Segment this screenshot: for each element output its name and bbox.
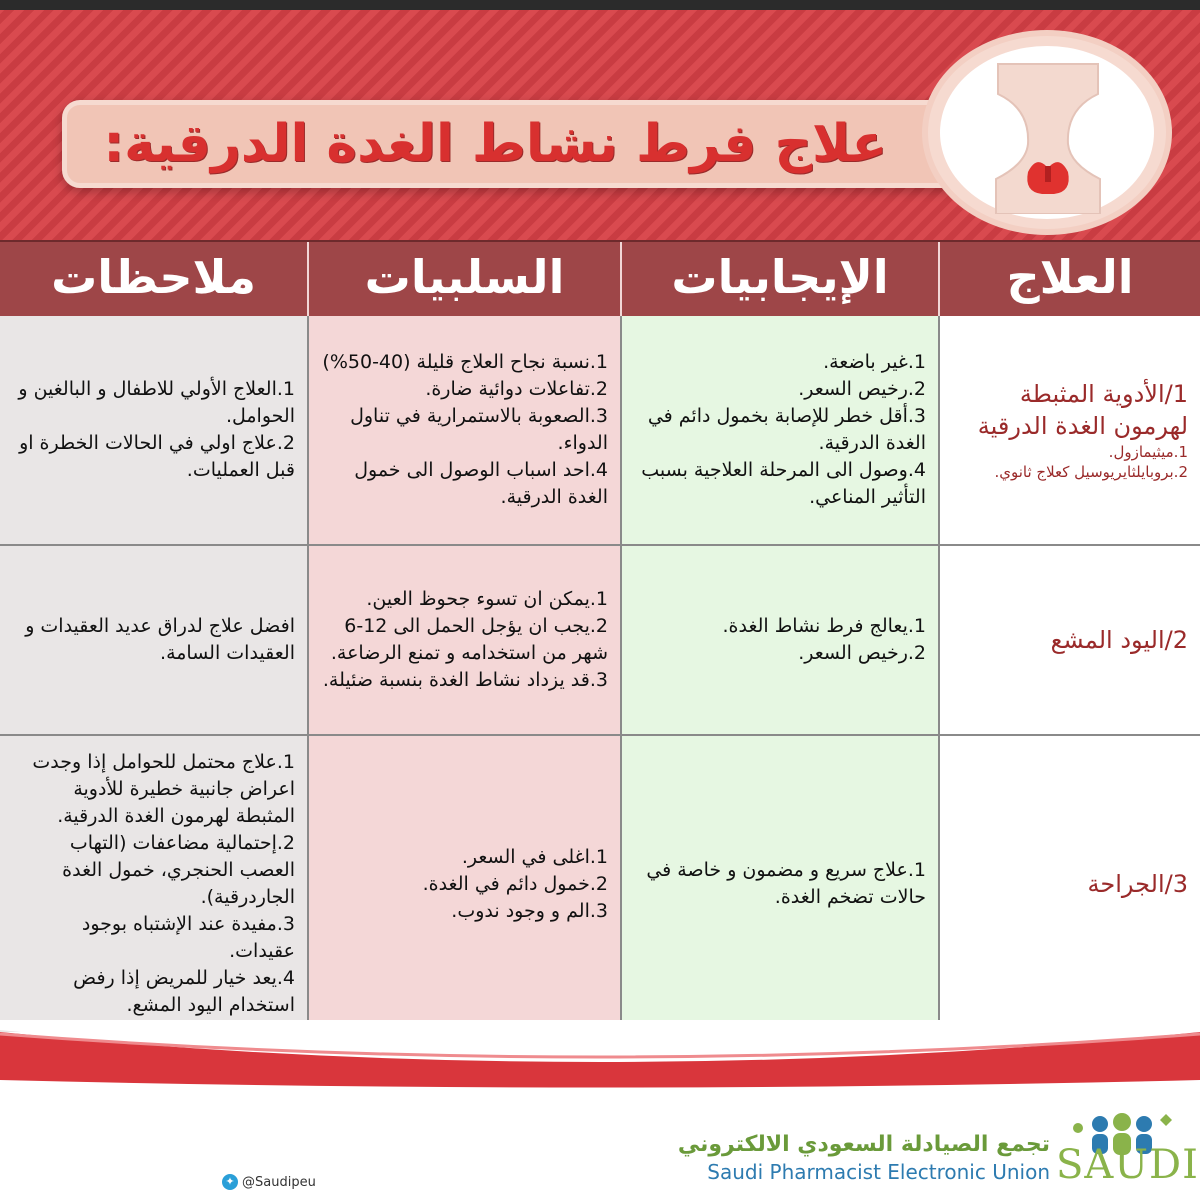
table-row-2-notes	[0, 546, 307, 734]
org-name-arabic: تجمع الصيادلة السعودي الالكتروني	[677, 1132, 1050, 1157]
badge-inner	[940, 46, 1154, 219]
twitter-icon: ✦	[222, 1174, 238, 1190]
list-item: 2.تفاعلات دوائية ضارة.	[425, 378, 608, 400]
list-item: 2.علاج اولي في الحالات الخطرة او قبل العمليات.	[19, 432, 295, 481]
treatment-sub: 1.ميثيمازول.	[1108, 443, 1188, 461]
list-item: 2.إحتمالية مضاعفات (التهاب العصب الحنجري، خمول الغدة الجاردرقية).	[62, 832, 295, 908]
table-row-3-positives	[622, 736, 938, 1032]
header-treatment: العلاج	[1006, 250, 1134, 304]
table-row-2-negatives	[309, 546, 620, 734]
list-item: 1.نسبة نجاح العلاج قليلة (40-50%)	[322, 351, 608, 373]
list-item: 3.مفيدة عند الإشتباه بوجود عقيدات.	[81, 913, 295, 962]
table-row-3-notes	[0, 736, 307, 1032]
list-item: 1.علاج سريع و مضمون و خاصة في حالات تضخم الغدة.	[646, 859, 926, 908]
list-item: 1.يمكن ان تسوء جحوظ العين.	[366, 588, 608, 610]
title-bar	[62, 100, 1012, 188]
treatment-label: 3/الجراحة	[1087, 870, 1188, 898]
list-item: 3.أقل خطر للإصابة بخمول دائم في الغدة الدرقية.	[647, 405, 926, 454]
twitter-handle[interactable]	[222, 1174, 316, 1190]
footer-wave	[0, 1020, 1200, 1090]
table-row-1-negatives	[309, 316, 620, 544]
thyroid-neck-icon	[988, 54, 1108, 214]
list-item: 1.العلاج الأولي للاطفال و البالغين و الحوامل.	[18, 378, 295, 427]
list-item: 4.يعد خيار للمريض إذا رفض استخدام اليود المشع.	[73, 967, 295, 1016]
treatment-label: 2/اليود المشع	[1050, 626, 1188, 654]
list-item: 3.الصعوبة بالاستمرارية في تناول الدواء.	[350, 405, 608, 454]
header-positives: الإيجابيات	[622, 242, 940, 318]
table-body	[0, 316, 1200, 1032]
list-item: 1.يعالج فرط نشاط الغدة.	[722, 615, 926, 637]
list-item: 1.اغلى في السعر.	[461, 845, 608, 868]
table-row-2-positives	[622, 546, 938, 734]
list-item: 4.وصول الى المرحلة العلاجية بسبب التأثير المناعي.	[641, 459, 926, 508]
table-row-2-treatment	[940, 546, 1200, 734]
list-item: 2.رخيص السعر.	[798, 378, 926, 400]
list-item: افضل علاج لدراق عديد العقيدات و العقيدات السامة.	[25, 615, 295, 664]
table-row-1-positives	[622, 316, 938, 544]
list-item: 4.احد اسباب الوصول الى خمول الغدة الدرقية.	[354, 459, 608, 508]
org-name-english: Saudi Pharmacist Electronic Union	[707, 1160, 1050, 1184]
treatment-label: 1/الأدوية المثبطة لهرمون الغدة الدرقية	[977, 380, 1188, 440]
logo-text: SAUDI	[1056, 1142, 1199, 1188]
list-item: 2.خمول دائم في الغدة.	[422, 872, 608, 895]
list-item: 3.قد يزداد نشاط الغدة بنسبة ضئيلة.	[322, 669, 608, 691]
table-header	[0, 240, 1200, 318]
page-title: علاج فرط نشاط الغدة الدرقية:	[103, 114, 887, 174]
pharmacists-logo-icon	[1056, 1108, 1199, 1198]
header-negatives: السلبيات	[309, 242, 622, 318]
list-item: 1.غير باضعة.	[823, 351, 926, 373]
header-banner	[0, 0, 1200, 240]
thyroid-badge	[922, 30, 1172, 235]
list-item: 2.رخيص السعر.	[798, 642, 926, 664]
header-notes: ملاحظات	[0, 242, 309, 318]
table-row-1-notes	[0, 316, 307, 544]
list-item: 2.يجب ان يؤجل الحمل الى 12-6 شهر من استخدامه و تمنع الرضاعة.	[330, 615, 608, 664]
table-row-3-negatives	[309, 736, 620, 1032]
top-strip	[0, 0, 1200, 10]
twitter-handle-text: @Saudipeu	[242, 1174, 316, 1190]
table-row-3-treatment	[940, 736, 1200, 1032]
list-item: 3.الم و وجود ندوب.	[451, 899, 608, 922]
list-item: 1.علاج محتمل للحوامل إذا وجدت اعراض جانبية خطيرة للأدوية المثبطة لهرمون الغدة الدرقية.	[32, 751, 295, 827]
table-row-1-treatment	[940, 316, 1200, 544]
footer	[0, 1090, 1200, 1200]
treatment-sub: 2.بروبايلثايريوسيل كعلاج ثانوي.	[994, 463, 1188, 481]
